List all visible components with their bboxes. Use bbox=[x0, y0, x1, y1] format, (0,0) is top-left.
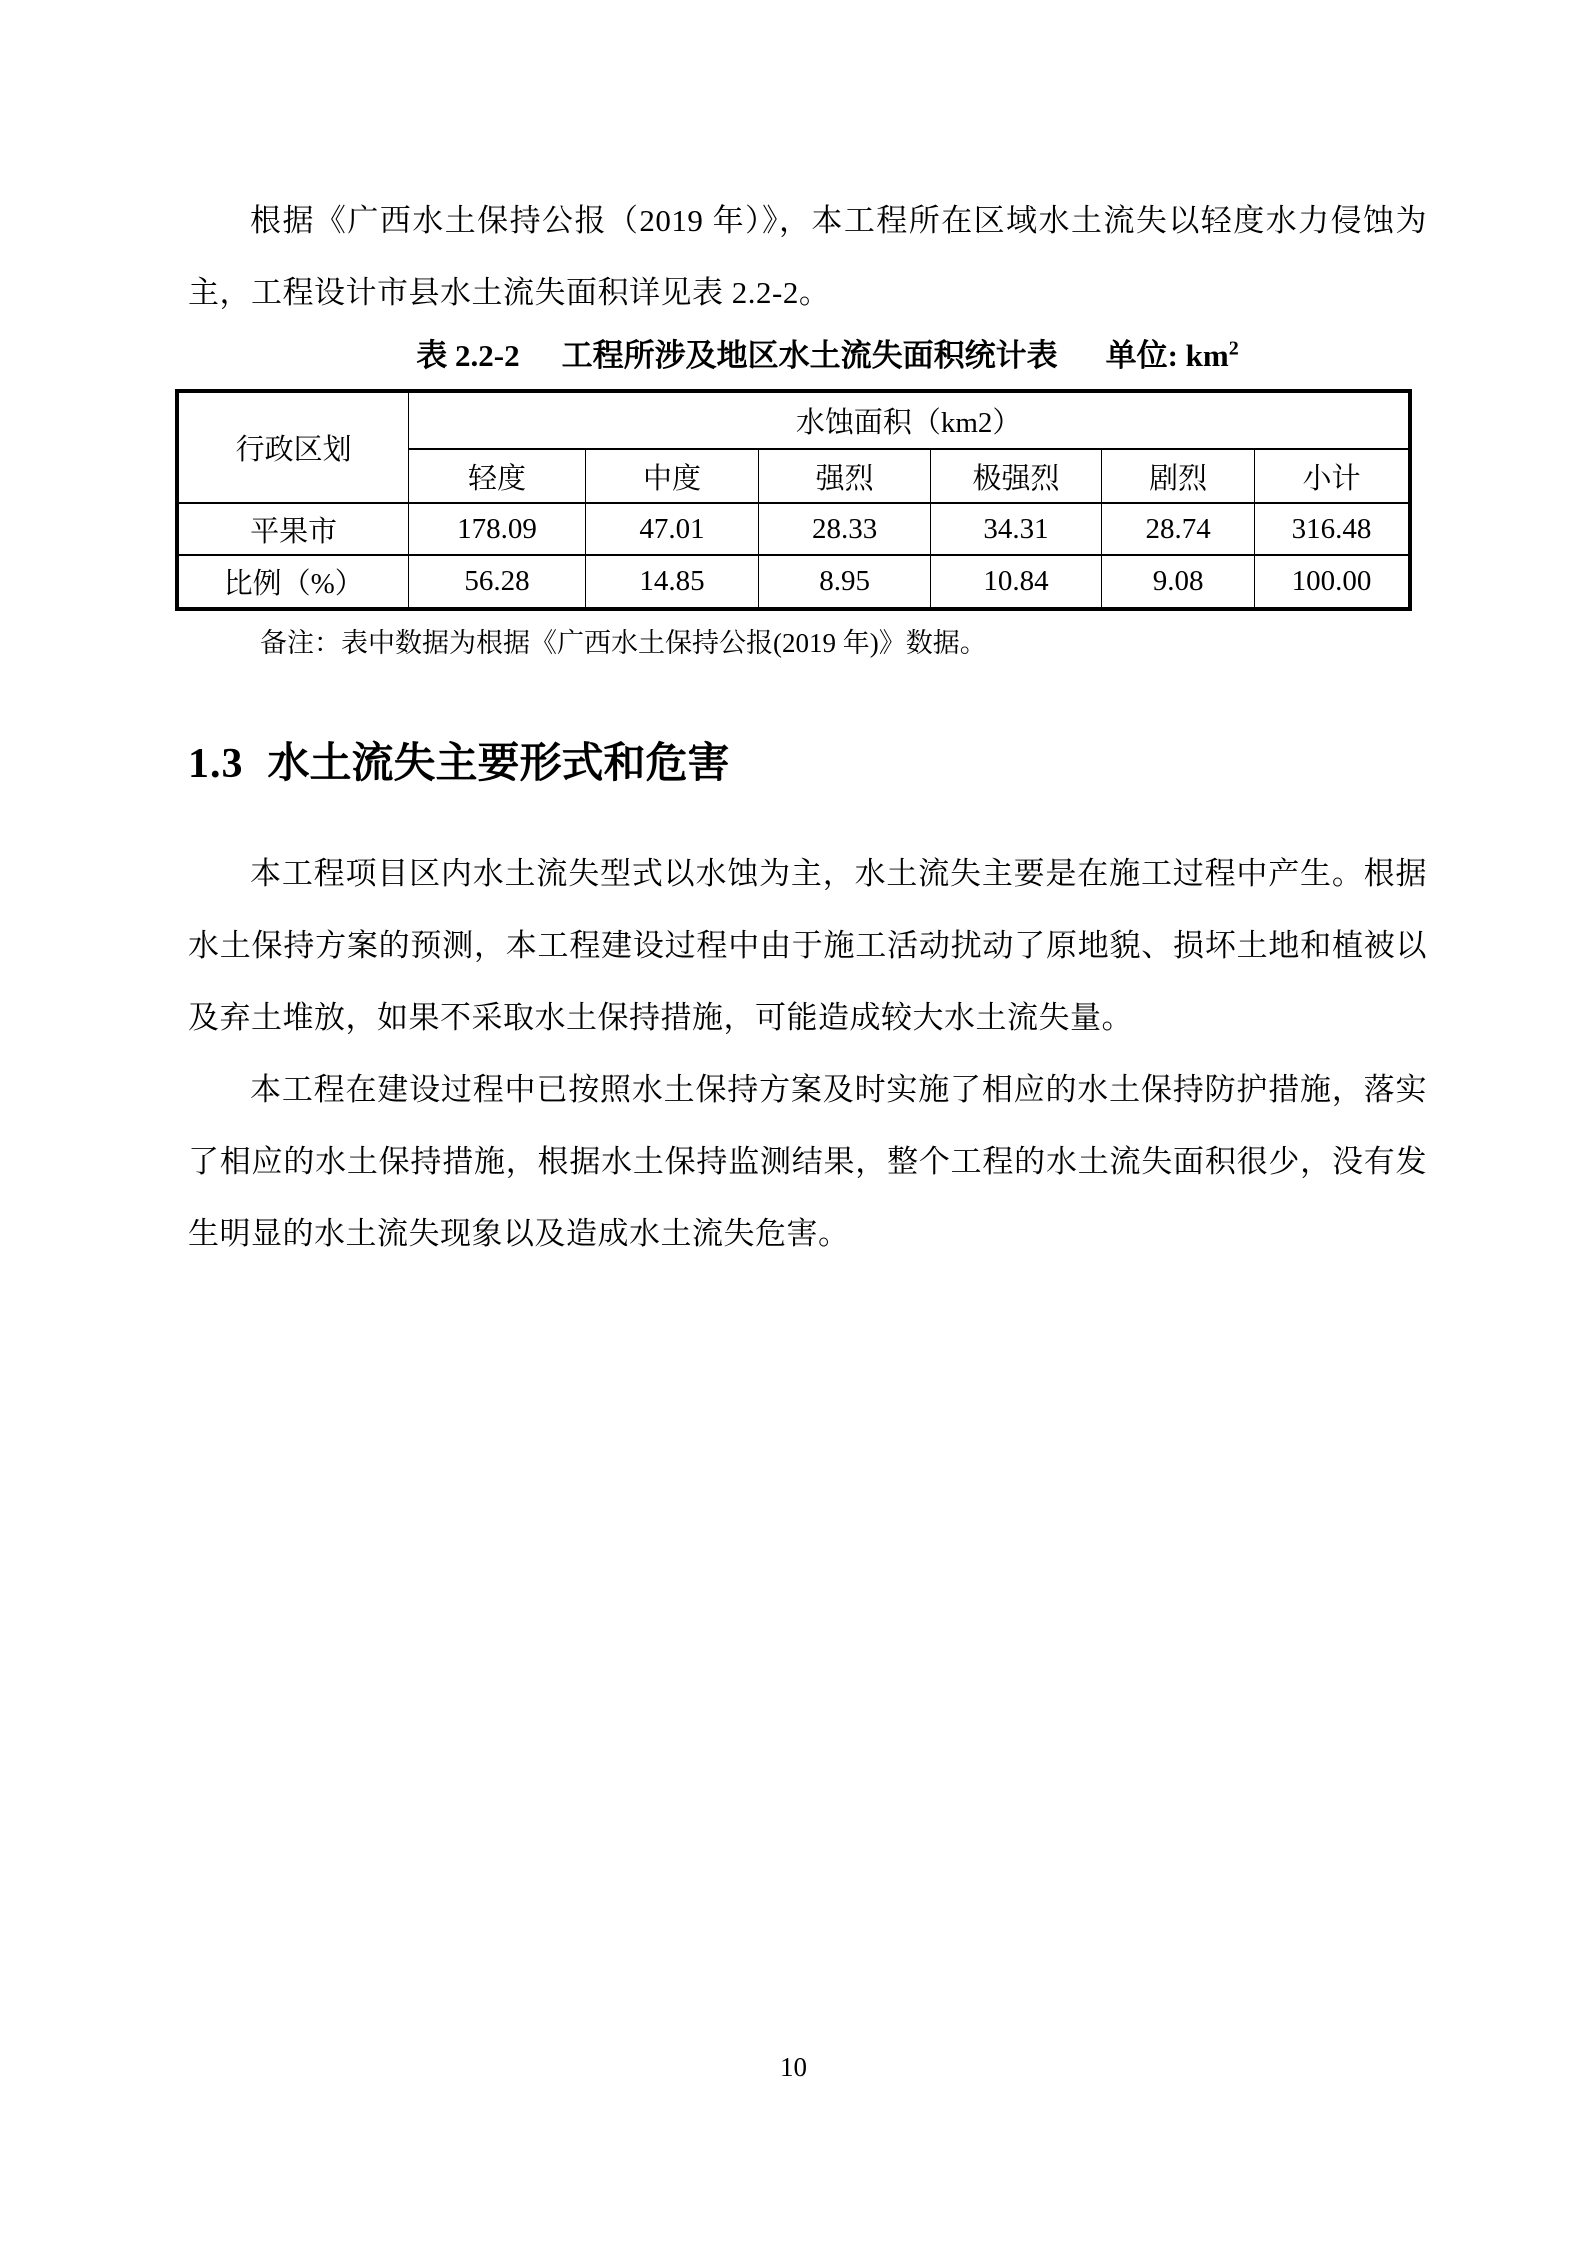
row-label: 平果市 bbox=[177, 503, 409, 555]
table-caption-unit-text: 单位: km bbox=[1105, 338, 1229, 373]
table-cell: 316.48 bbox=[1255, 503, 1410, 555]
intro-paragraph: 根据《广西水土保持公报（2019 年）》，本工程所在区域水土流失以轻度水力侵蚀为主，工程设计市县水土流失面积详见表 2.2-2。 bbox=[188, 203, 1427, 310]
table-header-row-group bbox=[177, 391, 1410, 449]
table-subheader: 轻度 bbox=[409, 449, 585, 503]
table-cell: 28.33 bbox=[759, 503, 930, 555]
table-note: 备注：表中数据为根据《广西水土保持公报(2019 年)》数据。 bbox=[260, 628, 987, 658]
table-row bbox=[177, 503, 1410, 555]
table-cell: 14.85 bbox=[585, 555, 759, 609]
table-subheader: 极强烈 bbox=[930, 449, 1101, 503]
table-cell: 100.00 bbox=[1255, 555, 1410, 609]
table-caption-unit bbox=[1106, 333, 1239, 379]
table-cell: 47.01 bbox=[585, 503, 759, 555]
table-subheader: 剧烈 bbox=[1102, 449, 1255, 503]
table-cell: 8.95 bbox=[759, 555, 930, 609]
table-group-header: 水蚀面积（km2） bbox=[409, 391, 1410, 449]
table-caption bbox=[188, 333, 1427, 379]
table-subheader: 中度 bbox=[585, 449, 759, 503]
table-cell: 10.84 bbox=[930, 555, 1101, 609]
body-paragraph: 本工程项目区内水土流失型式以水蚀为主，水土流失主要是在施工过程中产生。根据水土保持方案的预测，本工程建设过程中由于施工活动扰动了原地貌、损坏土地和植被以及弃土堆放，如果不采取水土保持措施，可能造成较大水土流失量。 bbox=[188, 856, 1427, 1035]
table-row bbox=[177, 555, 1410, 609]
document-content bbox=[188, 0, 1427, 1270]
table-cell: 34.31 bbox=[930, 503, 1101, 555]
table-cell: 9.08 bbox=[1102, 555, 1255, 609]
body-paragraph: 本工程在建设过程中已按照水土保持方案及时实施了相应的水土保持防护措施，落实了相应的水土保持措施，根据水土保持监测结果，整个工程的水土流失面积很少，没有发生明显的水土流失现象以及造成水土流失危害。 bbox=[188, 1072, 1427, 1251]
table-cell: 56.28 bbox=[409, 555, 585, 609]
table-subheader: 小计 bbox=[1255, 449, 1410, 503]
table-cell: 178.09 bbox=[409, 503, 585, 555]
table-subheader: 强烈 bbox=[759, 449, 930, 503]
table-caption-unit-exponent: 2 bbox=[1228, 337, 1239, 360]
table-cell: 28.74 bbox=[1102, 503, 1255, 555]
table-caption-label: 表 2.2-2 bbox=[416, 338, 520, 373]
table-corner-header: 行政区划 bbox=[177, 391, 409, 503]
section-title: 水土流失主要形式和危害 bbox=[267, 741, 730, 787]
section-heading bbox=[188, 739, 1427, 789]
section-number: 1.3 bbox=[188, 741, 244, 787]
table-caption-title: 工程所涉及地区水土流失面积统计表 bbox=[561, 338, 1058, 373]
row-label: 比例（%） bbox=[177, 555, 409, 609]
page-number: 10 bbox=[780, 2052, 807, 2082]
erosion-area-table bbox=[175, 389, 1412, 611]
